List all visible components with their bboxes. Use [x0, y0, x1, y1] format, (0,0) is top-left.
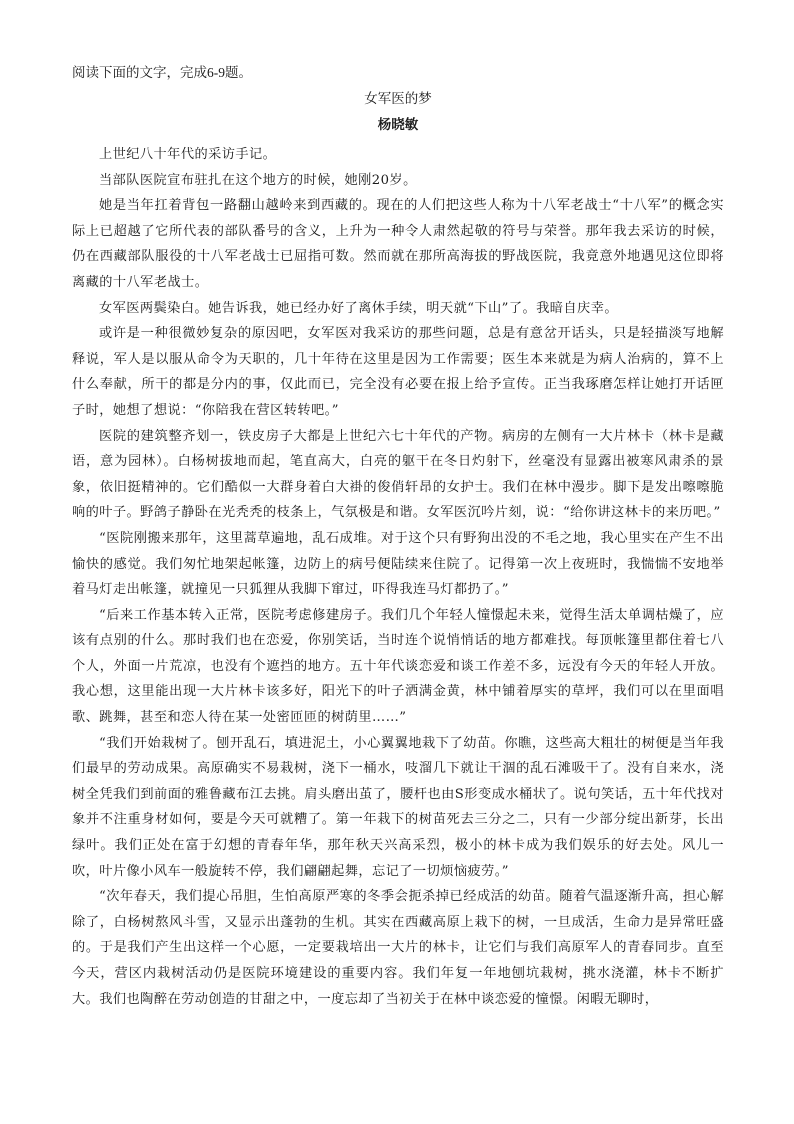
paragraph-4: 女军医两鬓染白。她告诉我，她已经办好了离休手续，明天就“下山”了。我暗自庆幸。: [99, 300, 618, 316]
paragraph-1: 上世纪八十年代的采访手记。: [99, 147, 277, 162]
paragraph-5: 或许是一种很微妙复杂的原因吧，女军医对我采访的那些问题，总是有意岔开话头，只是轻描淡写地解释说，军人是以服从命令为天职的，几十年待在这里是因为工作需要；医生本来就是为病人治病的，算不上什么奉献，所干的都是分内的事，仅此而已，完全没有必要在报上给予宣传。正当我琢磨怎样让她打开话匣子时，她想了想说：“你陪我在营区转转吧。”: [72, 326, 724, 418]
article-body: [72, 142, 724, 1012]
paragraph-8: “后来工作基本转入正常，医院考虑修建房子。我们几个年轻人憧憬起未来，觉得生活太单调枯燥了，应该有点别的什么。那时我们也在恋爱，你别笑话，当时连个说悄悄话的地方都难找。每顶帐篷里都住着七八个人，外面一片荒凉，也没有个遮挡的地方。五十年代谈恋爱和谈工作差不多，远没有今天的年轻人开放。我心想，这里能出现一大片林卡该多好，阳光下的叶子洒满金黄，林中铺着厚实的草坪，我们可以在里面唱歌、跳舞，甚至和恋人待在某一处密匝匝的树荫里……”: [72, 607, 724, 726]
paragraph-10: “次年春天，我们提心吊胆，生怕高原严寒的冬季会扼杀掉已经成活的幼苗。随着气温逐渐升高，担心解除了，白杨树熬风斗雪，又显示出蓬勃的生机。其实在西藏高原上栽下的树，一旦成活，生命力是异常旺盛的。于是我们产生出这样一个心愿，一定要栽培出一大片的林卡，让它们与我们高原军人的青春同步。直至今天，营区内栽树活动仍是医院环境建设的重要内容。我们年复一年地刨坑栽树，挑水浇灌，林卡不断扩大。我们也陶醉在劳动创造的甘甜之中，一度忘却了当初关于在林中谈恋爱的憧憬。闲暇无聊时，: [72, 889, 724, 1007]
article-author: 杨晓敏: [377, 117, 419, 133]
paragraph-9: “我们开始栽树了。刨开乱石，填进泥土，小心翼翼地栽下了幼苗。你瞧，这些高大粗壮的树便是当年我们最早的劳动成果。高原确实不易栽树，浇下一桶水，吱溜几下就让干涸的乱石滩吸干了。没有自来水，浇树全凭我们到前面的雅鲁藏布江去挑。肩头磨出茧了，腰杆也由S形变成水桶状了。说句笑话，五十年代找对象并不注重身材如何，要是今天可就糟了。第一年栽下的树苗死去三分之二，只有一少部分绽出新芽，长出绿叶。我们正处在富于幻想的青春年华，那年秋天兴高采烈，极小的林卡成为我们娱乐的好去处。风儿一吹，叶片像小风车一般旋转不停，我们翩翩起舞，忘记了一切烦恼疲劳。”: [72, 735, 724, 879]
paragraph-3: 她是当年扛着背包一路翻山越岭来到西藏的。现在的人们把这些人称为十八军老战士“十八军”的概念实际上已超越了它所代表的部队番号的含义，上升为一种令人肃然起敬的符号与荣誉。那年我去采访的时候，仍在西藏部队服役的十八军老战士已屈指可数。然而就在那所高海拔的野战医院，我竟意外地遇见这位即将离藏的十八军老战士。: [72, 198, 724, 290]
paragraph-2: 当部队医院宣布驻扎在这个地方的时候，她刚20岁。: [99, 172, 417, 188]
reading-instruction: 阅读下面的文字，完成6-9题。: [72, 65, 252, 80]
paragraph-6: 医院的建筑整齐划一，铁皮房子大都是上世纪六七十年代的产物。病房的左侧有一大片林卡（林卡是藏语，意为园林）。白杨树拔地而起，笔直高大，白亮的躯干在冬日灼射下，丝毫没有显露出被寒风肃杀的景象，依旧挺精神的。它们酷似一大群身着白大褂的俊俏轩昂的女护士。我们在林中漫步。脚下是发出嚓嚓脆响的叶子。野鸽子静卧在光秃秃的枝条上，气氛极是和谐。女军医沉吟片刻，说：“给你讲这林卡的来历吧。”: [72, 428, 724, 521]
article-title: 女军医的梦: [364, 91, 432, 107]
paragraph-7: “医院刚搬来那年，这里蒿草遍地，乱石成堆。对于这个只有野狗出没的不毛之地，我心里实在产生不出愉快的感觉。我们匆忙地架起帐篷，边防上的病号便陆续来住院了。记得第一次上夜班时，我惴惴不安地举着马灯走出帐篷，就撞见一只狐狸从我脚下窜过，吓得我连马灯都扔了。”: [72, 530, 724, 598]
document-page: [72, 62, 724, 1012]
